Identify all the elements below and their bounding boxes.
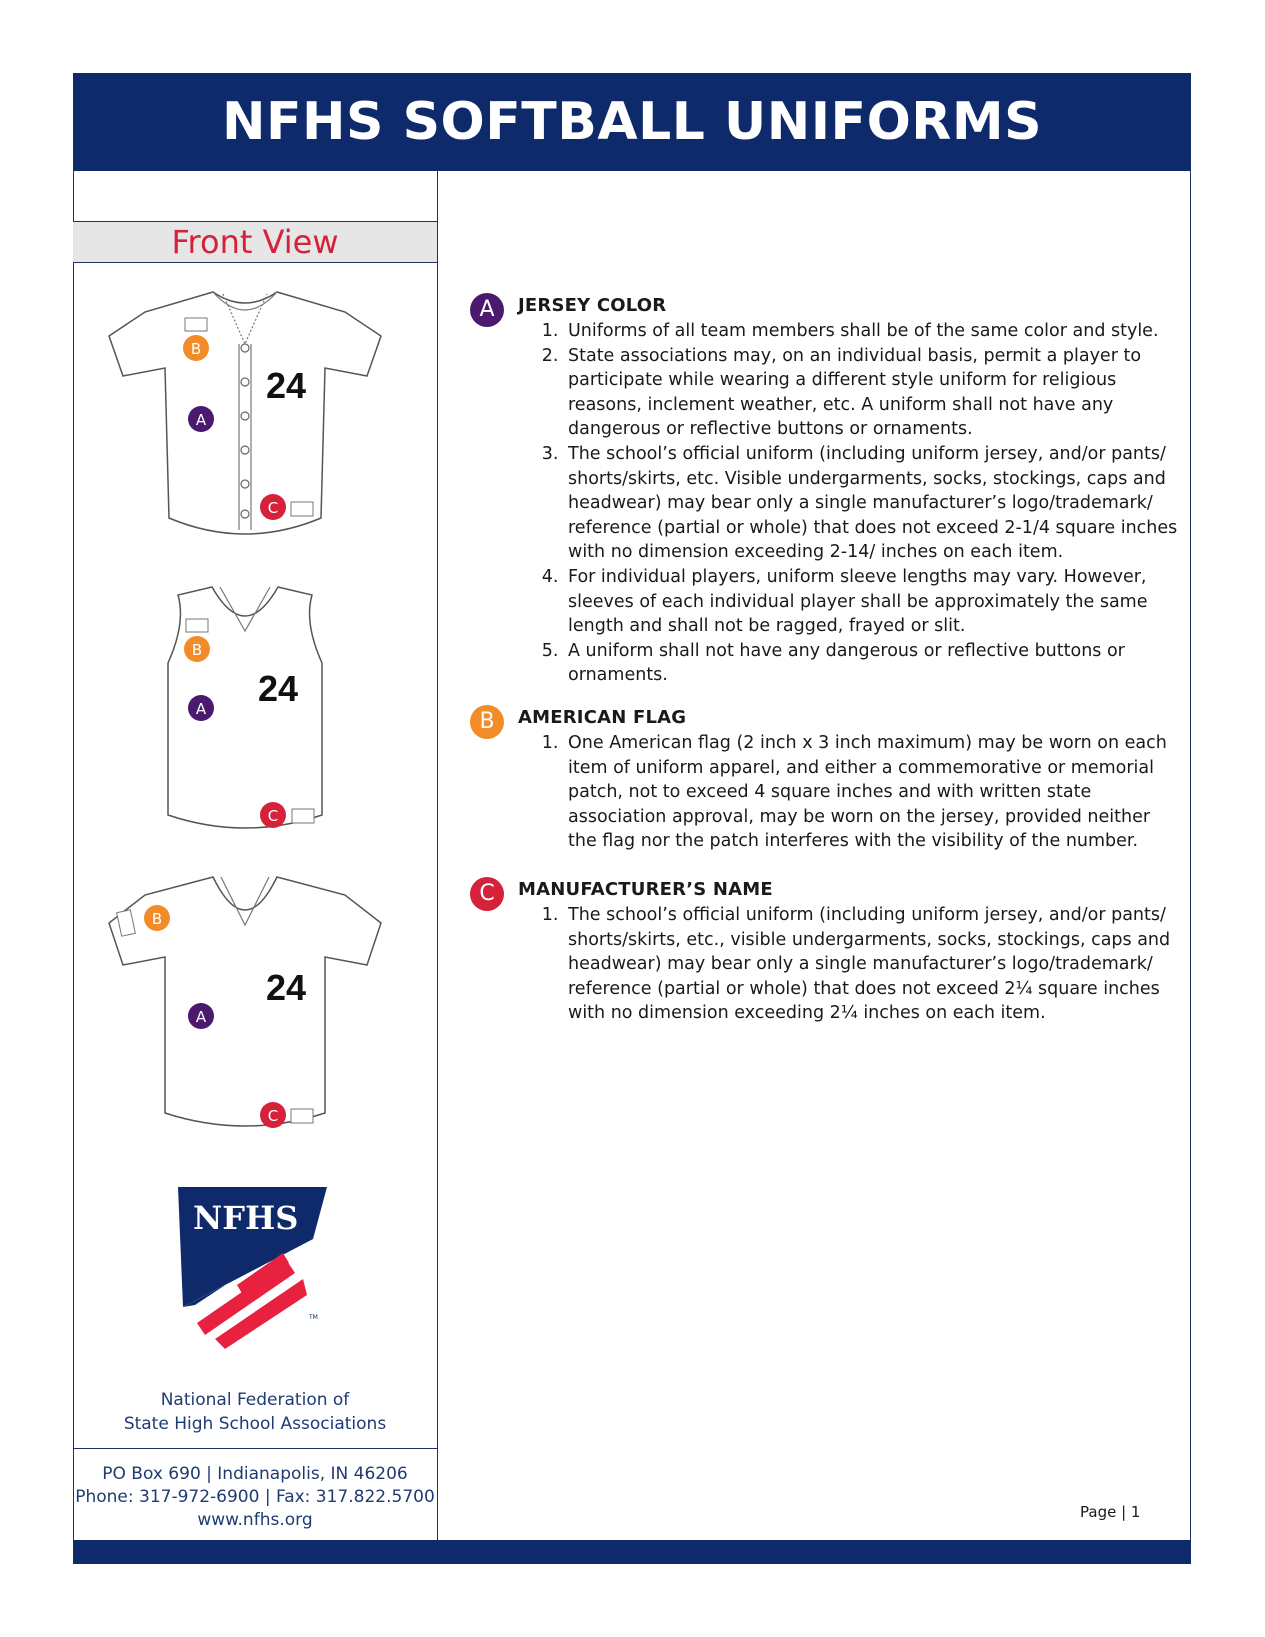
contact-info <box>73 1463 437 1532</box>
rules-list <box>518 319 1184 688</box>
svg-text:A: A <box>195 411 207 429</box>
address: PO Box 690 | Indianapolis, IN 46206 <box>102 1464 408 1484</box>
badge-c: C <box>470 877 504 911</box>
svg-text:C: C <box>267 807 279 825</box>
list-item: 1. The school’s official uniform (including uniform jersey, and/or pants/ shorts/skirts, etc., visible undergarments, socks, stockings, caps and headwear) may bear only a single manufacturer’s logo/trademark/ reference (partial or whole) that does not exceed 2¼ square inches with no dimension exceeding 2¼ inches on each item. <box>564 903 1184 1026</box>
logo-patch <box>291 502 313 516</box>
page-number: Page | 1 <box>1080 1503 1141 1521</box>
svg-text:A: A <box>195 700 207 718</box>
footer-bar <box>73 1540 1191 1564</box>
list-item: 2. State associations may, on an individual basis, permit a player to participate while wearing a different style uniform for religious reasons, inclement weather, etc. A uniform shall not have any dangerous or reflective buttons or ornaments. <box>564 344 1184 442</box>
jersey-number: 24 <box>266 365 307 406</box>
svg-text:TM: TM <box>309 1314 318 1321</box>
svg-text:B: B <box>190 340 202 358</box>
sleeveless-jersey-illustration <box>160 583 335 848</box>
flag-patch <box>186 619 208 632</box>
svg-text:B: B <box>191 641 203 659</box>
front-view-label: Front View <box>73 221 437 263</box>
logo-patch <box>292 809 314 823</box>
svg-text:B: B <box>151 910 163 928</box>
badge-b: B <box>470 705 504 739</box>
svg-text:A: A <box>195 1008 207 1026</box>
section-title: JERSEY COLOR <box>518 295 667 316</box>
svg-text:C: C <box>267 1107 279 1125</box>
rules-list <box>518 903 1184 1026</box>
list-item: 5. A uniform shall not have any dangerous or reflective buttons or ornaments. <box>564 639 1184 688</box>
jersey-number: 24 <box>258 668 299 709</box>
list-item: 3. The school’s official uniform (including uniform jersey, and/or pants/ shorts/skirts, etc. Visible undergarments, socks, stockings, caps and headwear) may bear only a single manufacturer’s logo/trademark/ reference (partial or whole) that does not exceed 2-1/4 square inches with no dimension exceeding 2-14/ inches on each item. <box>564 442 1184 565</box>
flag-patch <box>185 318 207 331</box>
button-front-jersey-illustration <box>105 288 390 553</box>
svg-text:C: C <box>267 499 279 517</box>
rules-list <box>518 731 1184 854</box>
page-title: NFHS SOFTBALL UNIFORMS <box>73 73 1191 171</box>
logo-text: NFHS <box>193 1199 299 1237</box>
list-item: 4. For individual players, uniform sleeve lengths may vary. However, sleeves of each individual player shall be approximately the same length and shall not be ragged, frayed or slit. <box>564 565 1184 639</box>
logo-patch <box>291 1109 313 1123</box>
list-item: 1. One American flag (2 inch x 3 inch maximum) may be worn on each item of uniform apparel, and either a commemorative or memorial patch, not to exceed 4 square inches and with written state association approval, may be worn on the jersey, provided neither the flag nor the patch interferes with the visibility of the number. <box>564 731 1184 854</box>
organization-name: National Federation of State High School Associations <box>123 1390 387 1434</box>
section-title: AMERICAN FLAG <box>518 707 687 728</box>
section-title: MANUFACTURER’S NAME <box>518 879 773 900</box>
website-link[interactable]: www.nfhs.org <box>197 1510 313 1530</box>
contact-divider <box>73 1448 437 1449</box>
sidebar-divider-line <box>437 171 438 1540</box>
phone-fax: Phone: 317-972-6900 | Fax: 317.822.5700 <box>75 1487 435 1507</box>
nfhs-logo <box>175 1187 330 1352</box>
badge-a: A <box>470 293 504 327</box>
vneck-jersey-illustration <box>105 873 390 1148</box>
jersey-number: 24 <box>266 967 307 1008</box>
list-item: 1. Uniforms of all team members shall be of the same color and style. <box>564 319 1184 344</box>
